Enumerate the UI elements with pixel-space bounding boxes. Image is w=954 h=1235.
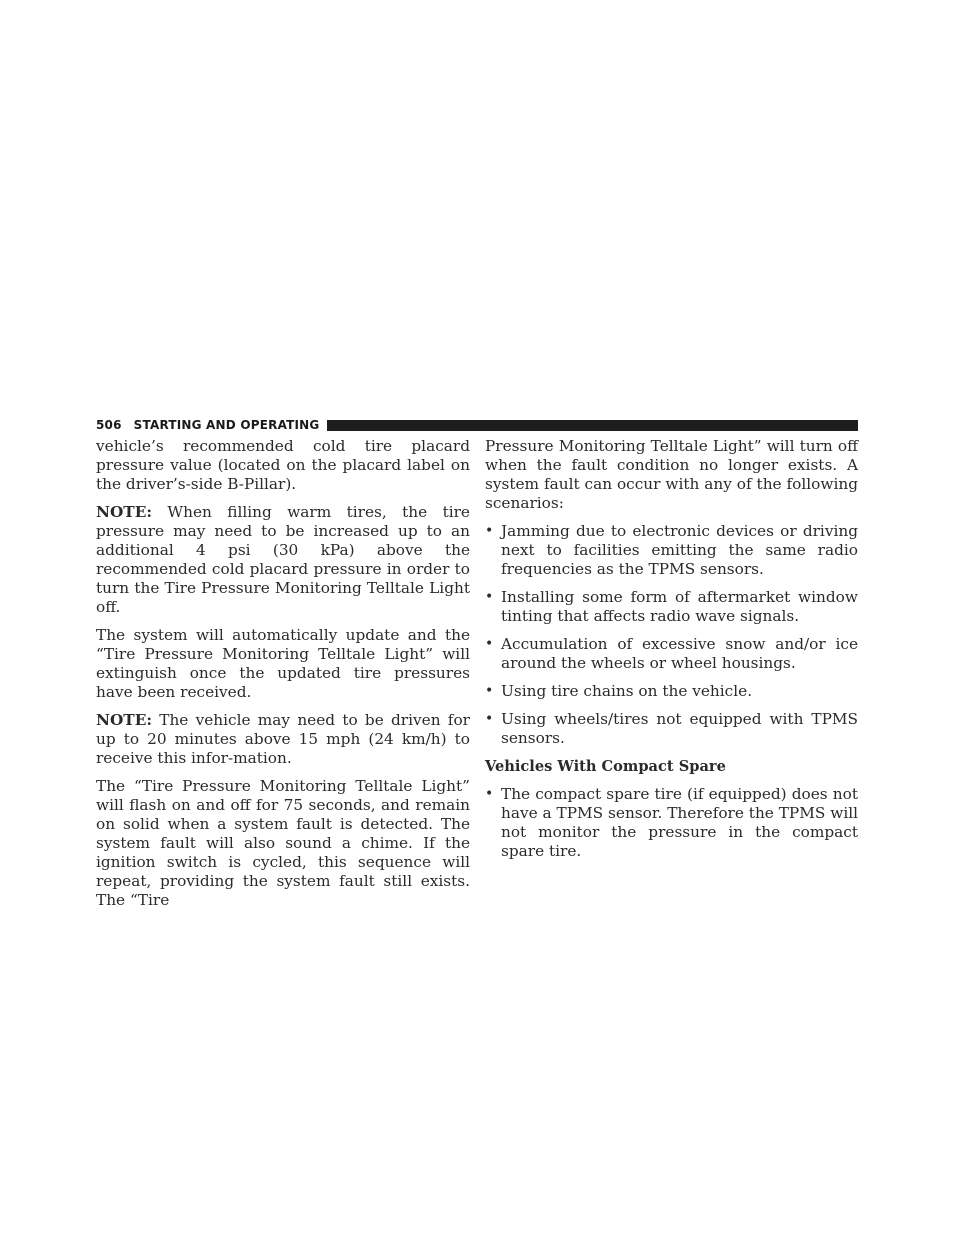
bullet-icon: • [485,589,494,605]
paragraph: The system will automatically update and the “Tire Pressure Monitoring Telltale Light” will extinguish once the updated tire pressures have been received. [96,626,470,701]
paragraph: Pressure Monitoring Telltale Light” will turn off when the fault condition no longer exists. A system fault can occur with any of the following scenarios: [485,437,858,512]
list-item [485,682,858,701]
subheading: Vehicles With Compact Spare [485,758,726,775]
note-label: NOTE: [96,711,152,729]
bullet-icon: • [485,711,494,727]
left-column [96,437,470,919]
list-item [485,710,858,748]
fault-scenarios-list [485,522,858,748]
paragraph: vehicle’s recommended cold tire placard pressure value (located on the placard label on the driver’s-side B-Pillar). [96,437,470,493]
right-column [485,437,858,870]
note-text: When filling warm tires, the tire pressure may need to be increased up to an additional 4 psi (30 kPa) above the recommended cold placard pressure in order to turn the Tire Pressure Monitoring Telltale Light off. [96,503,470,616]
note-text: The vehicle may need to be driven for up to 20 minutes above 15 mph (24 km/h) to receive this infor-mation. [96,711,470,767]
bullet-icon: • [485,636,494,652]
list-item [485,635,858,673]
note-paragraph [96,711,470,768]
list-item [485,522,858,579]
list-item-text: Accumulation of excessive snow and/or ice around the wheels or wheel housings. [501,635,858,672]
list-item-text: The compact spare tire (if equipped) does not have a TPMS sensor. Therefore the TPMS will not monitor the pressure in the compact spare tire. [501,785,858,860]
list-item-text: Using tire chains on the vehicle. [501,682,753,700]
bullet-icon: • [485,683,494,699]
list-item [485,588,858,626]
list-item [485,785,858,861]
page-header [96,417,858,433]
list-item-text: Jamming due to electronic devices or driving next to facilities emitting the same radio frequencies as the TPMS sensors. [501,522,858,578]
bullet-icon: • [485,523,494,539]
list-item-text: Installing some form of aftermarket window tinting that affects radio wave signals. [501,588,858,625]
page-number: 506 [96,418,122,432]
list-item-text: Using wheels/tires not equipped with TPMS sensors. [501,710,858,747]
spare-list [485,785,858,861]
bullet-icon: • [485,786,494,802]
paragraph: The “Tire Pressure Monitoring Telltale Light” will flash on and off for 75 seconds, and remain on solid when a system fault is detected. The system fault will also sound a chime. If the ignition switch is cycled, this sequence will repeat, providing the system fault still exists. The “Tire [96,777,470,909]
note-label: NOTE: [96,503,152,521]
header-rule [327,420,858,431]
section-title: STARTING AND OPERATING [133,418,320,432]
note-paragraph [96,503,470,617]
